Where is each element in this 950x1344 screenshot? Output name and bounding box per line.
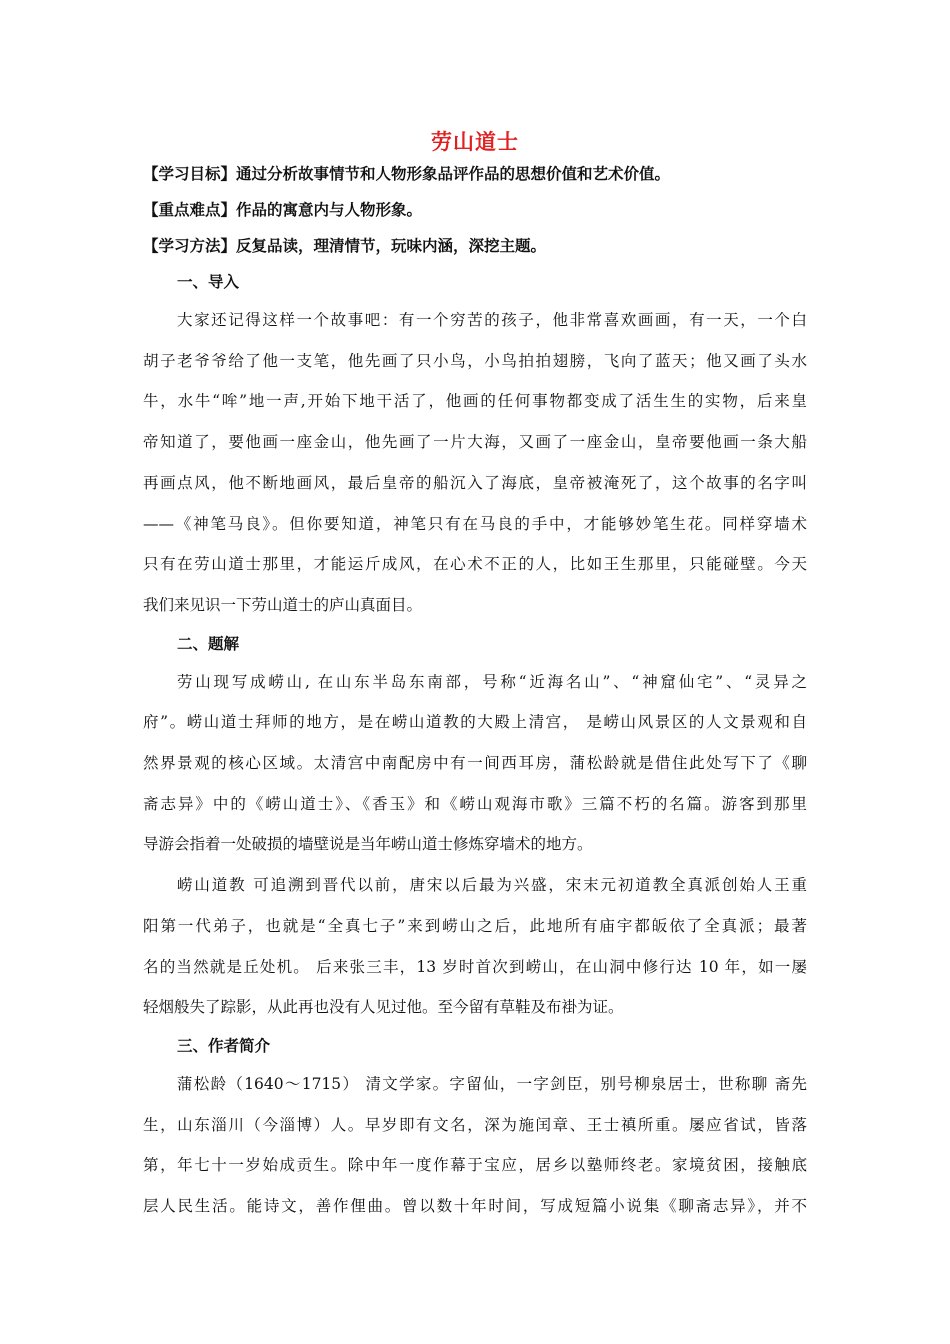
paragraph-line: 帝知道了，要他画一座金山，他先画了一片大海，又画了一座金山，皇帝要他画一条大船 — [143, 433, 807, 452]
paragraph-line: 只有在劳山道士那里，才能运斤成风，在心术不正的人，比如王生那里，只能碰壁。今天 — [143, 555, 807, 574]
paragraph-line: 胡子老爷爷给了他一支笔，他先画了只小鸟，小鸟拍拍翅膀，飞向了蓝天；他又画了头水 — [143, 351, 807, 370]
paragraph-line: 名的当然就是丘处机。 后来张三丰，13 岁时首次到崂山，在山洞中修行达 10 年，如一屡 — [143, 957, 807, 976]
section-title-paragraph-2 — [143, 865, 807, 1028]
paragraph-line: 然界景观的核心区域。太清宫中南配房中有一间西耳房，蒲松龄就是借住此处写下了《聊 — [143, 754, 807, 773]
paragraph-line: 大家还记得这样一个故事吧：有一个穷苦的孩子，他非常喜欢画画，有一天，一个白 — [177, 311, 807, 329]
paragraph-line: 第，年七十一岁始成贡生。除中年一度作幕于宝应，居乡以塾师终老。家境贫困，接触底 — [143, 1156, 807, 1175]
key-points: 【重点难点】作品的寓意内与人物形象。 — [143, 201, 423, 219]
paragraph-line: 生，山东淄川（今淄博）人。早岁即有文名，深为施闰章、王士禛所重。屡应省试，皆落 — [143, 1115, 807, 1134]
section-heading-author: 三、作者简介 — [177, 1036, 271, 1055]
section-title-paragraph-1 — [143, 662, 807, 866]
paragraph-line: 劳山现写成崂山, 在山东半岛东南部，号称“近海名山”、“神窟仙宅”、“灵异之 — [177, 672, 807, 691]
section-author-paragraph — [143, 1064, 807, 1227]
section-heading-title-explanation: 二、题解 — [177, 634, 240, 653]
paragraph-line: 再画点风，他不断地画风，最后皇帝的船沉入了海底，皇帝被淹死了，这个故事的名字叫 — [143, 473, 807, 492]
section-intro-paragraph — [143, 300, 807, 626]
learning-objectives: 【学习目标】通过分析故事情节和人物形象品评作品的思想价值和艺术价值。 — [143, 165, 671, 183]
paragraph-line: 轻烟般失了踪影，从此再也没有人见过他。至今留有草鞋及布褂为证。 — [143, 998, 624, 1017]
learning-method: 【学习方法】反复品读，理清情节，玩味内涵，深挖主题。 — [143, 237, 547, 255]
paragraph-line: 蒲松龄（1640～1715） 清文学家。字留仙，一字剑臣，别号柳泉居士，世称聊 斋先 — [177, 1074, 807, 1093]
paragraph-line: 层人民生活。能诗文，善作俚曲。曾以数十年时间，写成短篇小说集《聊斋志异》，并不 — [143, 1197, 807, 1216]
paragraph-line: 我们来见识一下劳山道士的庐山真面目。 — [143, 595, 423, 614]
paragraph-line: 导游会指着一处破损的墙壁说是当年崂山道士修炼穿墙术的地方。 — [143, 835, 593, 854]
section-heading-intro: 一、导入 — [177, 273, 240, 291]
paragraph-line: 崂山道教 可追溯到晋代以前，唐宋以后最为兴盛，宋末元初道教全真派创始人王重 — [177, 876, 807, 895]
paragraph-line: 阳第一代弟子，也就是“全真七子”来到崂山之后，此地所有庙宇都皈依了全真派；最著 — [143, 916, 807, 935]
paragraph-line: 斋志异》中的《崂山道士》、《香玉》和《崂山观海市歌》三篇不朽的名篇。游客到那里 — [143, 794, 807, 813]
paragraph-line: 府”。崂山道士拜师的地方，是在崂山道教的大殿上清宫， 是崂山风景区的人文景观和自 — [143, 713, 807, 732]
document-title: 劳山道士 — [431, 130, 519, 154]
document-body — [143, 156, 807, 1227]
paragraph-line: 牛，水牛“哞”地一声,开始下地干活了，他画的任何事物都变成了活生生的实物，后来皇 — [143, 392, 807, 411]
paragraph-line: ——《神笔马良》。但你要知道，神笔只有在马良的手中，才能够妙笔生花。同样穿墙术 — [143, 514, 807, 533]
